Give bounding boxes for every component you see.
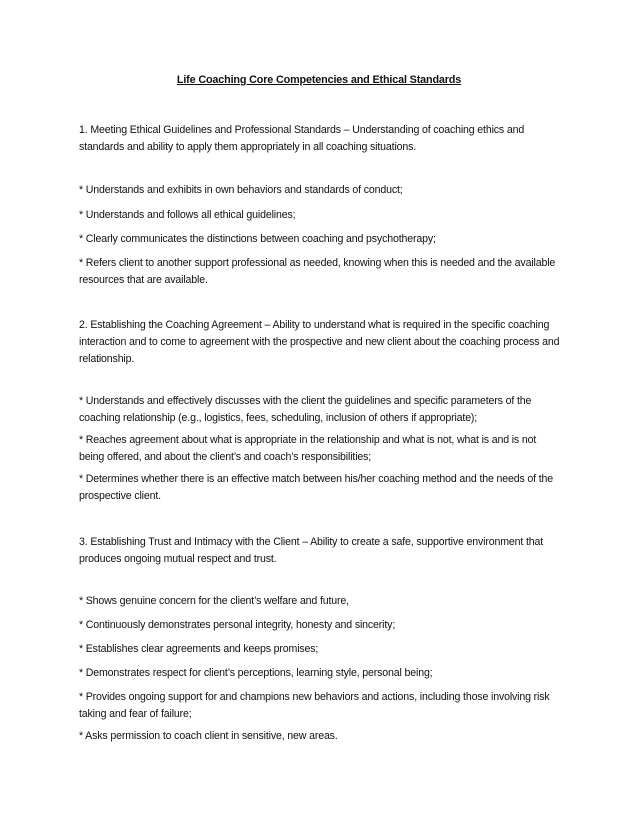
section-1-bullet-3: * Clearly communicates the distinctions between coaching and psychotherapy; — [79, 233, 436, 245]
section-1-bullet-1: * Understands and exhibits in own behaviors and standards of conduct; — [79, 184, 403, 196]
section-2-bullet-3: * Determines whether there is an effective match between his/her coaching method and the needs of the prospective client. — [79, 473, 554, 502]
section-1-bullet-2: * Understands and follows all ethical guidelines; — [79, 209, 296, 221]
section-3-heading: 3. Establishing Trust and Intimacy with the Client – Ability to create a safe, supportive environment that produces ongoing mutual respect and trust. — [79, 536, 544, 565]
section-3-bullet-4: * Demonstrates respect for client’s perceptions, learning style, personal being; — [79, 667, 433, 679]
section-1-heading: 1. Meeting Ethical Guidelines and Professional Standards – Understanding of coaching ethics and standards and ability to apply them appropriately in all coaching situations. — [79, 124, 525, 153]
section-2-bullet-2: * Reaches agreement about what is appropriate in the relationship and what is not, what is and is not being offered, and about the client’s and coach’s responsibilities; — [79, 434, 537, 463]
section-3-bullet-2: * Continuously demonstrates personal integrity, honesty and sincerity; — [79, 619, 396, 631]
section-2-heading: 2. Establishing the Coaching Agreement – Ability to understand what is required in the specific coaching interaction and to come to agreement with the prospective and new client about the coaching process and relationship. — [79, 319, 560, 365]
section-3-bullet-1: * Shows genuine concern for the client’s welfare and future, — [79, 595, 349, 607]
section-2-bullet-1: * Understands and effectively discusses with the client the guidelines and specific parameters of the coaching relationship (e.g., logistics, fees, scheduling, inclusion of others if appropriate); — [79, 395, 532, 424]
document-title: Life Coaching Core Competencies and Ethical Standards — [176, 74, 462, 86]
section-3-bullet-3: * Establishes clear agreements and keeps promises; — [79, 643, 319, 655]
section-1-bullet-4: * Refers client to another support professional as needed, knowing when this is needed and the available resources that are available. — [79, 257, 556, 286]
section-3-bullet-6: * Asks permission to coach client in sensitive, new areas. — [79, 730, 338, 742]
section-3-bullet-5: * Provides ongoing support for and champions new behaviors and actions, including those involving risk taking and fear of failure; — [79, 691, 550, 720]
